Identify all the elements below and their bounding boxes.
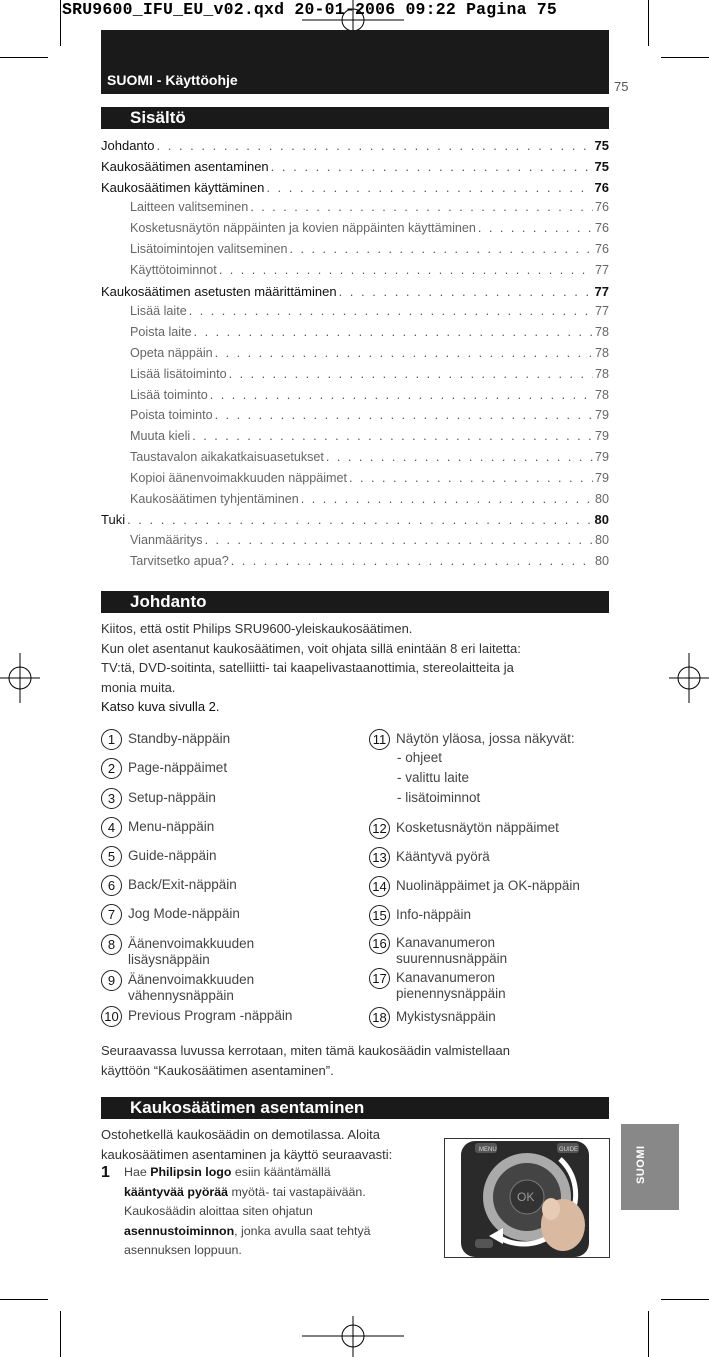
toc-entry-page: 76: [594, 179, 609, 195]
step-text: asennuksen loppuun.: [124, 1243, 242, 1257]
toc-leader-dots: [478, 221, 593, 235]
item-label: [128, 1006, 292, 1024]
toc-entry-label: Lisätoimintojen valitseminen: [130, 241, 288, 256]
registration-mark-icon: [669, 653, 709, 703]
item-label: [128, 970, 254, 1003]
toc-entry-label: Lisää laite: [130, 304, 187, 319]
intro-paragraph: [101, 619, 601, 717]
item-number-badge: 11: [369, 729, 390, 750]
item-number-badge: 12: [369, 818, 390, 839]
toc-leader-dots: [194, 325, 593, 339]
toc-entry-page: 80: [594, 553, 609, 568]
toc-entry-label: Vianmääritys: [130, 533, 203, 548]
item-label: [396, 847, 490, 865]
toc-leader-dots: [157, 138, 593, 153]
setup-line: kaukosäätimen asentaminen ja käyttö seuraavasti:: [101, 1146, 393, 1162]
item-label-line: Kääntyvä pyörä: [396, 849, 490, 864]
setup-intro: [101, 1125, 431, 1164]
language-tab-label: SUOMI: [635, 1145, 647, 1184]
crop-mark: [60, 0, 61, 46]
toc-entry-label: Lisää toiminto: [130, 387, 208, 402]
see-figure-note: Katso kuva sivulla 2.: [101, 699, 220, 714]
toc-entry-label: Kaukosäätimen asentaminen: [101, 158, 269, 174]
component-item: [369, 905, 471, 926]
toc-leader-dots: [205, 533, 593, 547]
item-number-badge: 2: [101, 758, 122, 779]
item-label-line: Menu-näppäin: [128, 819, 215, 834]
toc-leader-dots: [215, 346, 593, 360]
toc-entry-label: Poista laite: [130, 325, 192, 340]
component-item: [101, 970, 254, 1003]
crop-mark: [661, 57, 709, 58]
toc-leader-dots: [266, 180, 592, 195]
toc-entry[interactable]: [101, 492, 609, 513]
photo-ok-label: OK: [517, 1190, 535, 1204]
toc-entry[interactable]: [101, 471, 609, 492]
toc-entry-label: Tuki: [101, 512, 126, 528]
toc-entry[interactable]: [101, 221, 609, 242]
page-number: 75: [614, 79, 629, 94]
toc-leader-dots: [219, 263, 593, 277]
item-label: [128, 875, 237, 893]
component-item: [369, 847, 490, 868]
display-subitem: - ohjeet: [397, 750, 443, 765]
toc-entry[interactable]: [101, 138, 609, 159]
table-of-contents: [101, 138, 609, 575]
toc-entry-page: 78: [594, 387, 609, 402]
toc-entry-label: Kaukosäätimen asetusten määrittäminen: [101, 283, 337, 299]
toc-leader-dots: [215, 408, 593, 422]
toc-entry-page: 76: [594, 221, 609, 236]
item-label-line: vähennysnäppäin: [128, 987, 234, 1003]
toc-entry-label: Taustavalon aikakatkaisuasetukset: [130, 449, 324, 464]
item-label-line: Page-näppäimet: [128, 760, 228, 775]
toc-entry-page: 76: [594, 200, 609, 215]
toc-entry-label: Kaukosäätimen käyttäminen: [101, 179, 265, 195]
item-label-line: Jog Mode-näppäin: [128, 906, 240, 921]
toc-leader-dots: [301, 492, 593, 506]
item-label-line: suurennusnäppäin: [396, 950, 508, 966]
item-label-line: pienennysnäppäin: [396, 985, 506, 1001]
toc-entry[interactable]: [101, 408, 609, 429]
display-subitem: - lisätoiminnot: [397, 790, 481, 805]
item-number-badge: 13: [369, 847, 390, 868]
toc-entry-page: 79: [594, 449, 609, 464]
step-text: myötä- tai vastapäivään.: [228, 1184, 366, 1199]
component-item: [369, 933, 507, 966]
language-tab: [621, 1124, 679, 1210]
item-label: [128, 729, 230, 747]
item-label: [396, 905, 471, 923]
item-number-badge: 9: [101, 970, 122, 991]
item-number-badge: 7: [101, 904, 122, 925]
item-label-line: Mykistysnäppäin: [396, 1009, 496, 1024]
toc-entry-label: Johdanto: [101, 138, 155, 153]
setup-step: [101, 1163, 401, 1261]
toc-leader-dots: [250, 200, 593, 214]
toc-entry[interactable]: [101, 450, 609, 471]
note-line: käyttöön “Kaukosäätimen asentaminen”.: [101, 1062, 334, 1078]
crop-mark: [0, 1299, 48, 1300]
item-number-badge: 18: [369, 1007, 390, 1028]
component-item: [101, 758, 227, 779]
item-number-badge: 6: [101, 875, 122, 896]
toc-entry-page: 75: [594, 138, 609, 153]
item-label-line: Kanavanumeron: [396, 935, 496, 950]
item-number-badge: 16: [369, 933, 390, 954]
display-subitem: - valittu laite: [397, 770, 470, 785]
item-label: [128, 758, 227, 776]
item-number-badge: 4: [101, 817, 122, 838]
registration-mark-icon: [302, 1316, 404, 1357]
toc-entry-label: Lisää lisätoiminto: [130, 366, 227, 381]
item-label: [128, 846, 217, 864]
component-item: [101, 729, 230, 750]
toc-leader-dots: [326, 450, 593, 464]
item-number-badge: 14: [369, 876, 390, 897]
toc-entry-label: Poista toiminto: [130, 408, 213, 423]
toc-entry-page: 78: [594, 325, 609, 340]
print-slug: SRU9600_IFU_EU_v02.qxd 20-01-2006 09:22 Pagina 75: [62, 0, 557, 19]
intro-line: Kun olet asentanut kaukosäätimen, voit ohjata sillä enintään 8 eri laitetta:: [101, 640, 521, 656]
component-item: [369, 1007, 496, 1028]
item-label-line: Kosketusnäytön näppäimet: [396, 820, 559, 835]
toc-entry-label: Kosketusnäytön näppäinten ja kovien näppäinten käyttäminen: [130, 221, 476, 236]
item-label-line: Standby-näppäin: [128, 731, 231, 746]
step-text: , jonka avulla saat tehtyä: [234, 1223, 371, 1238]
item-number-badge: 15: [369, 905, 390, 926]
item-label-line: Back/Exit-näppäin: [128, 877, 237, 892]
item-label-line: Äänenvoimakkuuden: [128, 936, 255, 951]
toc-entry-page: 78: [594, 345, 609, 360]
item-number-badge: 8: [101, 934, 122, 955]
toc-leader-dots: [229, 367, 593, 381]
step-text: Hae: [124, 1165, 151, 1179]
component-item: [101, 875, 237, 896]
item-label: [396, 933, 507, 966]
step-text: esiin kääntämällä: [231, 1165, 331, 1179]
item-label-line: Näytön yläosa, jossa näkyvät:: [396, 731, 575, 746]
step-bold: kääntyvää pyörää: [124, 1184, 229, 1199]
item-label-line: Nuolinäppäimet ja OK-näppäin: [396, 878, 580, 893]
toc-entry[interactable]: [101, 304, 609, 325]
toc-entry-label: Kaukosäätimen tyhjentäminen: [130, 491, 299, 506]
toc-entry[interactable]: [101, 284, 609, 305]
toc-entry[interactable]: [101, 512, 609, 533]
item-number-badge: 1: [101, 729, 122, 750]
item-label-line: Info-näppäin: [396, 907, 472, 922]
toc-leader-dots: [349, 471, 593, 485]
item-label: [128, 817, 214, 835]
component-item: [101, 904, 240, 925]
toc-leader-dots: [339, 284, 593, 299]
item-label-line: Äänenvoimakkuuden: [128, 972, 255, 987]
toc-entry[interactable]: [101, 533, 609, 554]
toc-leader-dots: [210, 388, 593, 402]
next-chapter-note: [101, 1041, 601, 1080]
item-label-line: Previous Program -näppäin: [128, 1008, 293, 1023]
photo-menu-label: MENU: [479, 1147, 497, 1153]
toc-entry-label: Opeta näppäin: [130, 345, 213, 360]
section-title-setup: Kaukosäätimen asentaminen: [130, 1098, 365, 1117]
item-label-line: Setup-näppäin: [128, 790, 216, 805]
toc-entry[interactable]: [101, 180, 609, 201]
crop-mark: [661, 1299, 709, 1300]
crop-mark: [648, 1311, 649, 1357]
crop-mark: [648, 0, 649, 46]
toc-leader-dots: [127, 512, 592, 527]
item-label: [396, 1007, 496, 1025]
item-label: [396, 968, 506, 1001]
component-item: [369, 876, 580, 897]
step-bold: Philipsin logo: [150, 1165, 232, 1179]
intro-line: TV:tä, DVD-soitinta, satelliitti- tai kaapelivastaanottimia, stereolaitteita ja: [101, 660, 514, 675]
toc-leader-dots: [231, 554, 593, 568]
component-item: [101, 817, 214, 838]
item-label: [128, 934, 254, 967]
remote-illustration: [445, 1139, 609, 1257]
item-number-badge: 3: [101, 788, 122, 809]
component-item: [369, 818, 559, 839]
toc-entry-page: 80: [594, 533, 609, 548]
toc-entry[interactable]: [101, 367, 609, 388]
intro-line: monia muita.: [101, 679, 176, 695]
item-label: [396, 876, 580, 894]
toc-entry-page: 78: [594, 366, 609, 381]
toc-entry[interactable]: [101, 325, 609, 346]
section-title-contents: Sisältö: [130, 108, 186, 127]
component-item: [369, 968, 506, 1001]
toc-entry-page: 79: [594, 470, 609, 485]
item-number-badge: 5: [101, 846, 122, 867]
toc-leader-dots: [290, 242, 593, 256]
toc-entry-page: 76: [594, 241, 609, 256]
toc-entry-label: Tarvitsetko apua?: [130, 553, 229, 568]
toc-leader-dots: [192, 429, 593, 443]
toc-leader-dots: [189, 304, 593, 318]
item-label: [128, 788, 216, 806]
step-number: 1: [101, 1164, 110, 1181]
toc-entry[interactable]: [101, 159, 609, 180]
item-label: [396, 729, 575, 747]
toc-entry-label: Laitteen valitseminen: [130, 200, 249, 215]
setup-line: Ostohetkellä kaukosäädin on demotilassa. Aloita: [101, 1127, 380, 1142]
toc-leader-dots: [271, 159, 593, 174]
toc-entry-label: Muuta kieli: [130, 429, 191, 444]
toc-entry[interactable]: [101, 429, 609, 450]
component-item: [101, 788, 216, 809]
item-label: [396, 818, 559, 836]
crop-mark: [0, 57, 48, 58]
header-title: SUOMI - Käyttöohje: [107, 72, 238, 88]
toc-entry-page: 79: [594, 429, 609, 444]
intro-line: Kiitos, että ostit Philips SRU9600-yleiskaukosäätimen.: [101, 621, 413, 636]
component-item: [369, 729, 575, 750]
step-bold: asennustoiminnon: [124, 1223, 235, 1238]
toc-entry-page: 77: [594, 262, 609, 277]
toc-entry-page: 80: [594, 491, 609, 506]
item-label-line: lisäysnäppäin: [128, 951, 210, 967]
registration-mark-icon: [0, 653, 40, 703]
component-item: [101, 934, 254, 967]
toc-entry-page: 77: [594, 304, 609, 319]
toc-entry[interactable]: [101, 346, 609, 367]
note-line: Seuraavassa luvussa kerrotaan, miten tämä kaukosäädin valmistellaan: [101, 1043, 510, 1058]
component-item: [101, 1006, 292, 1027]
remote-photo: [444, 1138, 610, 1258]
toc-entry[interactable]: [101, 554, 609, 575]
toc-entry[interactable]: [101, 200, 609, 221]
toc-entry[interactable]: [101, 388, 609, 409]
toc-entry-page: 80: [594, 512, 609, 528]
step-text: Kaukosäädin aloittaa siten ohjatun: [124, 1204, 313, 1218]
toc-entry[interactable]: [101, 263, 609, 284]
item-number-badge: 17: [369, 968, 390, 989]
item-label-line: Guide-näppäin: [128, 848, 217, 863]
item-label-line: Kanavanumeron: [396, 970, 496, 985]
photo-guide-label: GUIDE: [559, 1147, 579, 1153]
toc-entry-label: Kopioi äänenvoimakkuuden näppäimet: [130, 470, 348, 485]
toc-entry-page: 77: [594, 283, 609, 299]
toc-entry-label: Käyttötoiminnot: [130, 262, 217, 277]
toc-entry[interactable]: [101, 242, 609, 263]
item-number-badge: 10: [101, 1006, 122, 1027]
toc-entry-page: 75: [594, 158, 609, 174]
section-title-intro: Johdanto: [130, 592, 207, 611]
crop-mark: [60, 1311, 61, 1357]
toc-entry-page: 79: [594, 408, 609, 423]
item-label: [128, 904, 240, 922]
component-item: [101, 846, 217, 867]
